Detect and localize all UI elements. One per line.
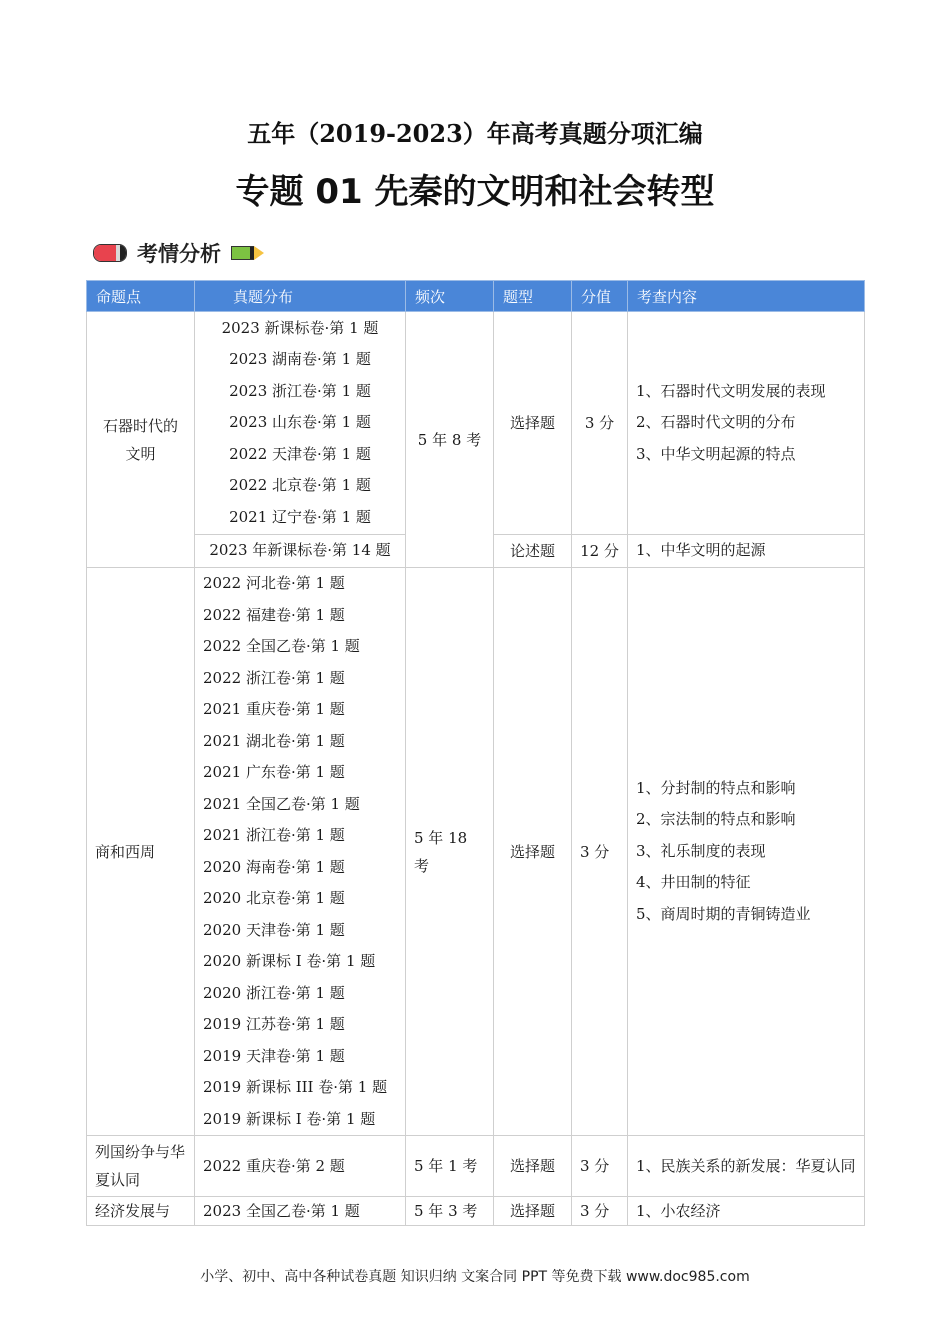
list-item: 2022 全国乙卷·第 1 题 bbox=[203, 637, 360, 655]
list-item: 2023 山东卷·第 1 题 bbox=[229, 413, 371, 432]
page-footer: 小学、初中、高中各种试卷真题 知识归纳 文案合同 PPT 等免费下载 www.doc985.com bbox=[200, 1269, 750, 1285]
list-item: 2019 新课标 III 卷·第 1 题 bbox=[203, 1078, 388, 1096]
exam-analysis-table bbox=[86, 280, 865, 1226]
list-item: 2020 新课标 I 卷·第 1 题 bbox=[203, 952, 376, 970]
type-cell: 选择题 bbox=[494, 312, 572, 535]
topic-cell: 经济发展与 bbox=[87, 1197, 195, 1226]
list-item: 2019 江苏卷·第 1 题 bbox=[203, 1015, 345, 1033]
list-item: 2020 浙江卷·第 1 题 bbox=[203, 983, 345, 1002]
type-cell: 选择题 bbox=[494, 568, 572, 1136]
list-item: 2021 浙江卷·第 1 题 bbox=[203, 826, 345, 844]
list-item: 3、中华文明起源的特点 bbox=[636, 444, 796, 463]
score-cell: 3 分 bbox=[572, 568, 628, 1136]
table-row bbox=[87, 1136, 865, 1197]
list-item: 4、井田制的特征 bbox=[636, 873, 751, 892]
list-item: 2022 北京卷·第 1 题 bbox=[229, 476, 371, 495]
table-row bbox=[87, 1197, 865, 1226]
document-subtitle: 五年（2019-2023）年高考真题分项汇编 bbox=[247, 119, 703, 148]
pencil-icon bbox=[231, 246, 264, 260]
papers-cell bbox=[195, 568, 406, 1136]
list-item: 2021 广东卷·第 1 题 bbox=[203, 763, 345, 781]
list-item: 2022 福建卷·第 1 题 bbox=[203, 605, 345, 624]
score-cell: 12 分 bbox=[572, 535, 628, 568]
frequency-cell: 5 年 8 考 bbox=[406, 312, 494, 568]
content-cell bbox=[628, 568, 865, 1136]
list-item: 2023 新课标卷·第 1 题 bbox=[221, 318, 379, 337]
list-item: 2021 辽宁卷·第 1 题 bbox=[229, 507, 371, 526]
column-header: 题型 bbox=[494, 281, 572, 312]
column-header: 频次 bbox=[406, 281, 494, 312]
papers-cell bbox=[195, 535, 406, 568]
content-cell: 1、小农经济 bbox=[628, 1197, 865, 1226]
type-cell: 选择题 bbox=[494, 1197, 572, 1226]
type-cell: 选择题 bbox=[494, 1136, 572, 1197]
section-label: 考情分析 bbox=[137, 242, 221, 266]
content-cell bbox=[628, 535, 865, 568]
content-cell bbox=[628, 312, 865, 535]
frequency-cell: 5 年 3 考 bbox=[406, 1197, 494, 1226]
list-item: 2、石器时代文明的分布 bbox=[636, 413, 796, 432]
list-item: 2020 天津卷·第 1 题 bbox=[203, 920, 345, 939]
list-item: 1、分封制的特点和影响 bbox=[636, 778, 796, 797]
list-item: 2020 海南卷·第 1 题 bbox=[203, 857, 345, 876]
column-header: 分值 bbox=[572, 281, 628, 312]
frequency-cell: 5 年 1 考 bbox=[406, 1136, 494, 1197]
type-cell: 论述题 bbox=[494, 535, 572, 568]
papers-cell bbox=[195, 312, 406, 535]
section-header bbox=[93, 238, 264, 268]
topic-cell: 石器时代的文明 bbox=[87, 312, 195, 568]
papers-cell: 2023 全国乙卷·第 1 题 bbox=[195, 1197, 406, 1226]
table-header-row bbox=[87, 281, 865, 312]
list-item: 2023 湖南卷·第 1 题 bbox=[229, 350, 371, 369]
table-row bbox=[87, 568, 865, 1136]
list-item: 1、中华文明的起源 bbox=[636, 541, 766, 560]
column-header: 考查内容 bbox=[628, 281, 865, 312]
score-cell: 3 分 bbox=[572, 1136, 628, 1197]
topic-cell: 商和西周 bbox=[87, 568, 195, 1136]
list-item: 2019 天津卷·第 1 题 bbox=[203, 1046, 345, 1065]
list-item: 2019 新课标 I 卷·第 1 题 bbox=[203, 1109, 376, 1128]
list-item: 1、石器时代文明发展的表现 bbox=[636, 381, 826, 400]
score-cell: 3 分 bbox=[572, 312, 628, 535]
table-row bbox=[87, 312, 865, 535]
papers-cell: 2022 重庆卷·第 2 题 bbox=[195, 1136, 406, 1197]
pill-icon bbox=[93, 244, 127, 262]
list-item: 2020 北京卷·第 1 题 bbox=[203, 889, 345, 907]
list-item: 2021 湖北卷·第 1 题 bbox=[203, 731, 345, 750]
list-item: 2022 河北卷·第 1 题 bbox=[203, 574, 345, 592]
score-cell: 3 分 bbox=[572, 1197, 628, 1226]
topic-cell: 列国纷争与华夏认同 bbox=[87, 1136, 195, 1197]
list-item: 2021 全国乙卷·第 1 题 bbox=[203, 794, 360, 813]
list-item: 2、宗法制的特点和影响 bbox=[636, 810, 796, 829]
frequency-cell: 5 年 18 考 bbox=[406, 568, 494, 1136]
list-item: 2022 浙江卷·第 1 题 bbox=[203, 668, 345, 687]
list-item: 2022 天津卷·第 1 题 bbox=[229, 444, 371, 463]
document-title: 专题 01 先秦的文明和社会转型 bbox=[235, 172, 715, 212]
list-item: 3、礼乐制度的表现 bbox=[636, 841, 766, 860]
list-item: 2021 重庆卷·第 1 题 bbox=[203, 700, 345, 718]
content-cell: 1、民族关系的新发展：华夏认同 bbox=[628, 1136, 865, 1197]
list-item: 5、商周时期的青铜铸造业 bbox=[636, 904, 811, 923]
column-header: 真题分布 bbox=[195, 281, 406, 312]
list-item: 2023 年新课标卷·第 14 题 bbox=[209, 541, 391, 560]
list-item: 2023 浙江卷·第 1 题 bbox=[229, 381, 371, 400]
column-header: 命题点 bbox=[87, 281, 195, 312]
